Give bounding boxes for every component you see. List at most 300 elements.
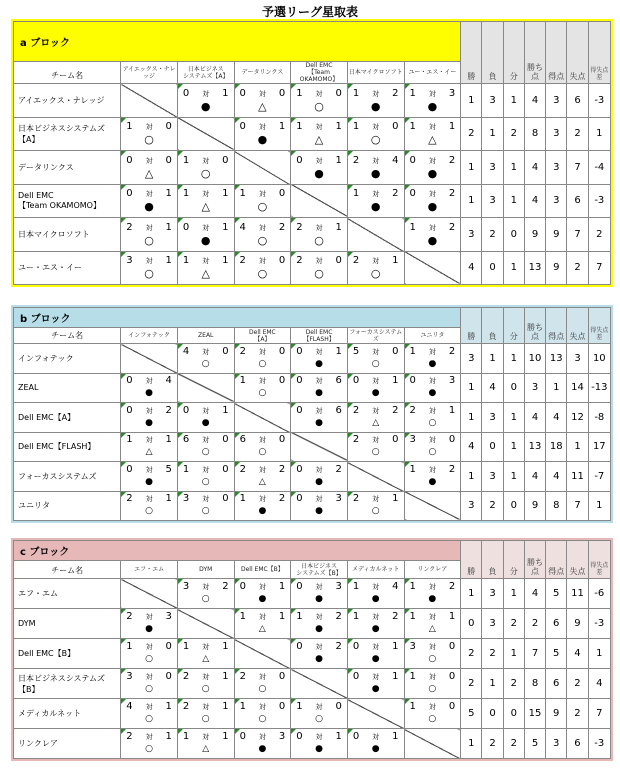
cell-comment-marker — [235, 729, 240, 734]
cell-comment-marker — [178, 462, 183, 467]
vs-label: 対 — [202, 465, 210, 474]
result-cell — [121, 639, 178, 669]
score-own: 0 — [296, 154, 303, 166]
cell-comment-marker — [291, 729, 296, 734]
cell-comment-marker — [235, 492, 240, 497]
result-cell — [291, 639, 348, 669]
stat-value: 8 — [546, 491, 567, 521]
stat-value: 2 — [503, 117, 524, 151]
result-cell — [177, 579, 234, 609]
result-cell — [234, 344, 291, 374]
score-opponent: 2 — [448, 188, 456, 200]
result-mark-icon: ○ — [371, 506, 380, 517]
score — [121, 121, 177, 133]
score-own: 1 — [296, 701, 303, 712]
score-opponent: 2 — [448, 345, 456, 357]
result-cell — [121, 609, 178, 639]
stat-value: 0 — [503, 699, 524, 729]
score-own: 1 — [182, 255, 190, 267]
opponent-header: ZEAL — [177, 328, 234, 344]
result-cell — [177, 218, 234, 252]
result-cell — [121, 699, 178, 729]
vs-label: 対 — [372, 436, 380, 445]
score-opponent: 2 — [165, 404, 172, 416]
stat-value: 9 — [546, 699, 567, 729]
result-mark-icon: △ — [144, 166, 154, 180]
cell-comment-marker — [121, 151, 126, 156]
result-cell — [291, 699, 348, 729]
stat-header: 勝 — [461, 22, 482, 84]
result-cell — [234, 669, 291, 699]
stat-value: 3 — [482, 609, 503, 639]
vs-label: 対 — [202, 583, 210, 591]
cell-comment-marker — [405, 699, 410, 704]
score-own: 1 — [409, 345, 416, 357]
cell-comment-marker — [121, 669, 126, 674]
score-own: 2 — [126, 731, 133, 742]
stat-value: 10 — [588, 344, 610, 374]
score — [291, 255, 347, 267]
result-cell — [404, 117, 461, 151]
stat-value: 7 — [588, 251, 610, 285]
stat-value: 3 — [461, 491, 482, 521]
score-opponent: 1 — [222, 87, 229, 99]
score-opponent: 0 — [278, 345, 286, 357]
cell-comment-marker — [348, 492, 353, 497]
result-mark-icon: ○ — [370, 267, 381, 281]
vs-label: 対 — [372, 190, 380, 199]
score-opponent: 0 — [392, 121, 399, 133]
cell-comment-marker — [121, 462, 126, 467]
vs-label: 対 — [428, 89, 436, 98]
cell-comment-marker — [178, 252, 183, 257]
result-mark-icon: ○ — [201, 358, 210, 369]
score — [291, 641, 347, 653]
score-own: 1 — [409, 121, 416, 133]
result-cell — [234, 184, 291, 218]
result-cell — [121, 251, 178, 285]
score-own: 0 — [296, 375, 303, 387]
cell-comment-marker — [235, 699, 240, 704]
result-mark-icon: ● — [371, 624, 380, 634]
stat-header: 負 — [482, 541, 503, 579]
result-cell — [404, 84, 461, 118]
cell-comment-marker — [348, 403, 353, 408]
stat-header: 勝ち点 — [524, 22, 545, 84]
cell-comment-marker — [121, 403, 126, 408]
result-cell — [234, 373, 291, 403]
cell-comment-marker — [291, 462, 296, 467]
cell-comment-marker — [405, 462, 410, 467]
score-opponent: 4 — [392, 581, 399, 592]
result-cell — [291, 344, 348, 374]
stat-value: 2 — [461, 669, 482, 699]
stat-value: 1 — [503, 84, 524, 118]
stat-value: 3 — [546, 151, 567, 185]
team-row — [14, 117, 611, 151]
score-opponent: 0 — [278, 188, 286, 200]
stat-value: 3 — [482, 462, 503, 492]
cell-comment-marker — [121, 374, 126, 379]
result-mark-icon: ● — [371, 684, 380, 694]
stat-value: 3 — [546, 184, 567, 218]
cell-comment-marker — [405, 639, 410, 644]
result-mark-icon: ● — [315, 654, 323, 664]
cell-comment-marker — [178, 669, 183, 674]
vs-label: 対 — [145, 223, 153, 232]
result-mark-icon: ● — [145, 624, 153, 634]
vs-label: 対 — [372, 347, 380, 356]
result-cell — [291, 579, 348, 609]
vs-label: 対 — [202, 223, 210, 232]
score-own: 0 — [409, 188, 416, 200]
score — [235, 581, 291, 593]
stat-value: 2 — [567, 699, 588, 729]
league-table — [13, 21, 611, 285]
score — [405, 346, 461, 358]
score — [178, 434, 234, 446]
score — [178, 155, 234, 167]
score — [121, 611, 177, 623]
cell-comment-marker — [121, 218, 126, 223]
stat-value: 2 — [567, 117, 588, 151]
score-opponent: 1 — [165, 493, 172, 505]
stat-value: 5 — [524, 729, 545, 759]
vs-label: 対 — [202, 89, 210, 98]
score-opponent: 1 — [335, 345, 342, 357]
stat-value: 4 — [524, 151, 545, 185]
team-row — [14, 462, 611, 492]
block-header-row — [14, 308, 611, 328]
result-cell — [347, 151, 404, 185]
block-b — [13, 307, 611, 520]
stat-value: 13 — [546, 344, 567, 374]
score-opponent: 0 — [222, 345, 229, 357]
score — [405, 88, 461, 100]
result-cell — [121, 117, 178, 151]
stat-value: 1 — [588, 117, 610, 151]
stat-value: 7 — [588, 699, 610, 729]
stat-value: 3 — [482, 151, 503, 185]
opponent-header: DYM — [177, 561, 234, 579]
result-cell — [404, 669, 461, 699]
vs-label: 対 — [315, 257, 323, 266]
stat-value: 7 — [567, 218, 588, 252]
stat-value: 1 — [503, 639, 524, 669]
score-opponent: 1 — [278, 581, 286, 592]
score-opponent: 0 — [392, 434, 399, 446]
result-mark-icon: ○ — [201, 506, 210, 517]
score — [121, 731, 177, 743]
cell-comment-marker — [235, 118, 240, 123]
stat-value: 1 — [461, 403, 482, 433]
stat-value: 13 — [524, 432, 545, 462]
stat-value: 11 — [567, 462, 588, 492]
cell-comment-marker — [348, 374, 353, 379]
stat-header: 失点 — [567, 22, 588, 84]
vs-label: 対 — [372, 406, 380, 415]
vs-label: 対 — [145, 257, 153, 266]
cell-comment-marker — [235, 84, 240, 89]
score — [291, 346, 347, 358]
stat-value: -3 — [588, 729, 610, 759]
score-own: 1 — [352, 121, 360, 133]
stat-value: -7 — [588, 462, 610, 492]
score-own: 0 — [296, 345, 303, 357]
stat-value: 2 — [588, 218, 610, 252]
score — [178, 188, 234, 200]
result-cell — [404, 344, 461, 374]
vs-label: 対 — [202, 406, 210, 415]
result-cell — [177, 491, 234, 521]
result-mark-icon: ● — [145, 388, 153, 399]
block-name: a ブロック — [14, 22, 461, 62]
vs-label: 対 — [428, 223, 436, 232]
cell-comment-marker — [348, 639, 353, 644]
result-cell — [121, 403, 178, 433]
score — [235, 434, 291, 446]
score-opponent: 2 — [278, 463, 286, 475]
stat-value: 1 — [503, 462, 524, 492]
score-opponent: 1 — [335, 731, 342, 742]
result-cell — [291, 117, 348, 151]
result-mark-icon: ○ — [428, 714, 437, 724]
result-mark-icon: ● — [370, 166, 381, 180]
result-mark-icon: △ — [428, 624, 436, 634]
team-row — [14, 218, 611, 252]
result-cell — [177, 462, 234, 492]
stat-value: -8 — [588, 403, 610, 433]
score — [178, 493, 234, 505]
cell-comment-marker — [121, 729, 126, 734]
score-opponent: 1 — [392, 671, 399, 682]
vs-label: 対 — [428, 377, 436, 386]
score — [348, 155, 404, 167]
score-opponent: 2 — [448, 463, 456, 475]
score-own: 0 — [126, 375, 133, 387]
score-own: 3 — [126, 255, 133, 267]
result-cell — [347, 344, 404, 374]
diagonal-cell — [234, 151, 291, 185]
cell-comment-marker — [121, 492, 126, 497]
stat-value: 1 — [461, 184, 482, 218]
stat-header: 失点 — [567, 308, 588, 344]
cell-comment-marker — [348, 669, 353, 674]
cell-comment-marker — [348, 118, 353, 123]
vs-label: 対 — [258, 613, 266, 621]
stat-value: 4 — [524, 579, 545, 609]
cell-comment-marker — [291, 374, 296, 379]
result-cell — [291, 251, 348, 285]
stat-value: 6 — [567, 84, 588, 118]
score-own: 0 — [352, 641, 360, 652]
stat-value: 5 — [546, 579, 567, 609]
score-own: 0 — [296, 641, 303, 652]
cell-comment-marker — [235, 344, 240, 349]
result-mark-icon: ○ — [258, 388, 267, 399]
team-row — [14, 184, 611, 218]
score-opponent: 0 — [448, 671, 456, 682]
result-mark-icon: △ — [202, 654, 210, 664]
vs-label: 対 — [372, 377, 380, 386]
score-own: 0 — [126, 188, 133, 200]
score — [405, 155, 461, 167]
score — [121, 375, 177, 387]
score-opponent: 1 — [335, 121, 342, 133]
result-cell — [404, 462, 461, 492]
score — [235, 493, 291, 505]
result-cell — [234, 117, 291, 151]
result-mark-icon: ○ — [145, 654, 153, 664]
score-opponent: 1 — [392, 375, 399, 387]
score-opponent: 0 — [222, 154, 229, 166]
score — [291, 731, 347, 743]
stat-value: 3 — [461, 344, 482, 374]
block-c — [13, 540, 611, 758]
cell-comment-marker — [121, 118, 126, 123]
score-own: 0 — [409, 154, 416, 166]
vs-label: 対 — [202, 703, 210, 711]
score-own: 0 — [126, 463, 133, 475]
score-own: 1 — [239, 188, 246, 200]
score — [121, 222, 177, 234]
stat-value: -3 — [588, 184, 610, 218]
team-name: DYM — [14, 609, 121, 639]
score-own: 2 — [296, 255, 303, 267]
block-header-row — [14, 22, 611, 62]
score-own: 0 — [182, 404, 190, 416]
vs-label: 対 — [315, 643, 323, 651]
stat-value: 2 — [461, 117, 482, 151]
score-opponent: 1 — [165, 255, 172, 267]
diagonal-cell — [234, 403, 291, 433]
stat-value: 3 — [546, 84, 567, 118]
result-mark-icon: ○ — [201, 594, 210, 604]
vs-label: 対 — [372, 89, 380, 98]
score-own: 0 — [409, 375, 416, 387]
score-opponent: 0 — [222, 493, 229, 505]
result-cell — [121, 462, 178, 492]
stat-value: 7 — [524, 639, 545, 669]
result-cell — [347, 669, 404, 699]
score — [291, 611, 347, 623]
vs-label: 対 — [428, 703, 436, 711]
cell-comment-marker — [348, 344, 353, 349]
cell-comment-marker — [348, 579, 353, 584]
opponent-header: ユニリタ — [404, 328, 461, 344]
cell-comment-marker — [405, 185, 410, 190]
vs-label: 対 — [428, 190, 436, 199]
score — [405, 464, 461, 476]
result-mark-icon: ○ — [258, 684, 267, 694]
score-own: 2 — [352, 404, 360, 416]
score — [405, 188, 461, 200]
score-opponent: 6 — [335, 404, 342, 416]
score-opponent: 0 — [335, 701, 342, 712]
score-own: 1 — [409, 463, 416, 475]
stat-value: 3 — [482, 579, 503, 609]
vs-label: 対 — [372, 613, 380, 621]
result-mark-icon: △ — [201, 267, 210, 281]
stat-value: 1 — [503, 344, 524, 374]
cell-comment-marker — [291, 609, 296, 614]
result-cell — [121, 729, 178, 759]
score — [348, 88, 404, 100]
result-cell — [404, 639, 461, 669]
team-name: フォーカスシステムズ — [14, 462, 121, 492]
cell-comment-marker — [178, 185, 183, 190]
team-row — [14, 251, 611, 285]
result-mark-icon: ○ — [314, 267, 324, 281]
result-cell — [234, 609, 291, 639]
vs-label: 対 — [372, 495, 380, 504]
stat-value: 1 — [461, 373, 482, 403]
result-cell — [177, 151, 234, 185]
vs-label: 対 — [428, 156, 436, 165]
result-mark-icon: ○ — [371, 447, 380, 458]
diagonal-cell — [291, 184, 348, 218]
score-own: 2 — [352, 154, 360, 166]
result-cell — [177, 432, 234, 462]
score-own: 1 — [409, 701, 416, 712]
score — [235, 88, 291, 100]
score-opponent: 1 — [165, 731, 172, 742]
result-cell — [291, 491, 348, 521]
score-opponent: 0 — [392, 345, 399, 357]
team-name: アイエックス・ナレッジ — [14, 84, 121, 118]
score — [235, 731, 291, 743]
vs-label: 対 — [372, 673, 380, 681]
result-cell — [404, 609, 461, 639]
block-a — [13, 21, 611, 294]
score-own: 0 — [239, 121, 246, 133]
score-opponent: 2 — [222, 581, 229, 592]
score-opponent: 1 — [278, 611, 286, 622]
score — [291, 581, 347, 593]
stat-value: 7 — [567, 151, 588, 185]
diagonal-cell — [404, 491, 461, 521]
stat-value: 4 — [461, 432, 482, 462]
score-opponent: 1 — [222, 641, 229, 652]
opponent-header: データリンクス — [234, 62, 291, 84]
result-cell — [347, 117, 404, 151]
vs-label: 対 — [428, 583, 436, 591]
result-cell — [177, 403, 234, 433]
vs-label: 対 — [258, 89, 266, 98]
score-own: 4 — [182, 345, 190, 357]
score-opponent: 2 — [448, 221, 456, 233]
result-mark-icon: ● — [145, 417, 153, 428]
score-own: 0 — [296, 581, 303, 592]
cell-comment-marker — [235, 579, 240, 584]
score — [348, 346, 404, 358]
result-mark-icon: ○ — [315, 714, 323, 724]
score — [121, 464, 177, 476]
cell-comment-marker — [235, 185, 240, 190]
vs-label: 対 — [315, 465, 323, 474]
result-cell — [291, 218, 348, 252]
stat-header: 分 — [503, 308, 524, 344]
stat-value: 4 — [588, 669, 610, 699]
diagonal-cell — [234, 639, 291, 669]
stat-value: 9 — [524, 218, 545, 252]
result-mark-icon: ● — [315, 594, 323, 604]
score — [178, 581, 234, 593]
result-cell — [234, 579, 291, 609]
score-opponent: 2 — [278, 493, 286, 505]
score-own: 1 — [409, 671, 416, 682]
result-mark-icon: ● — [428, 358, 437, 369]
